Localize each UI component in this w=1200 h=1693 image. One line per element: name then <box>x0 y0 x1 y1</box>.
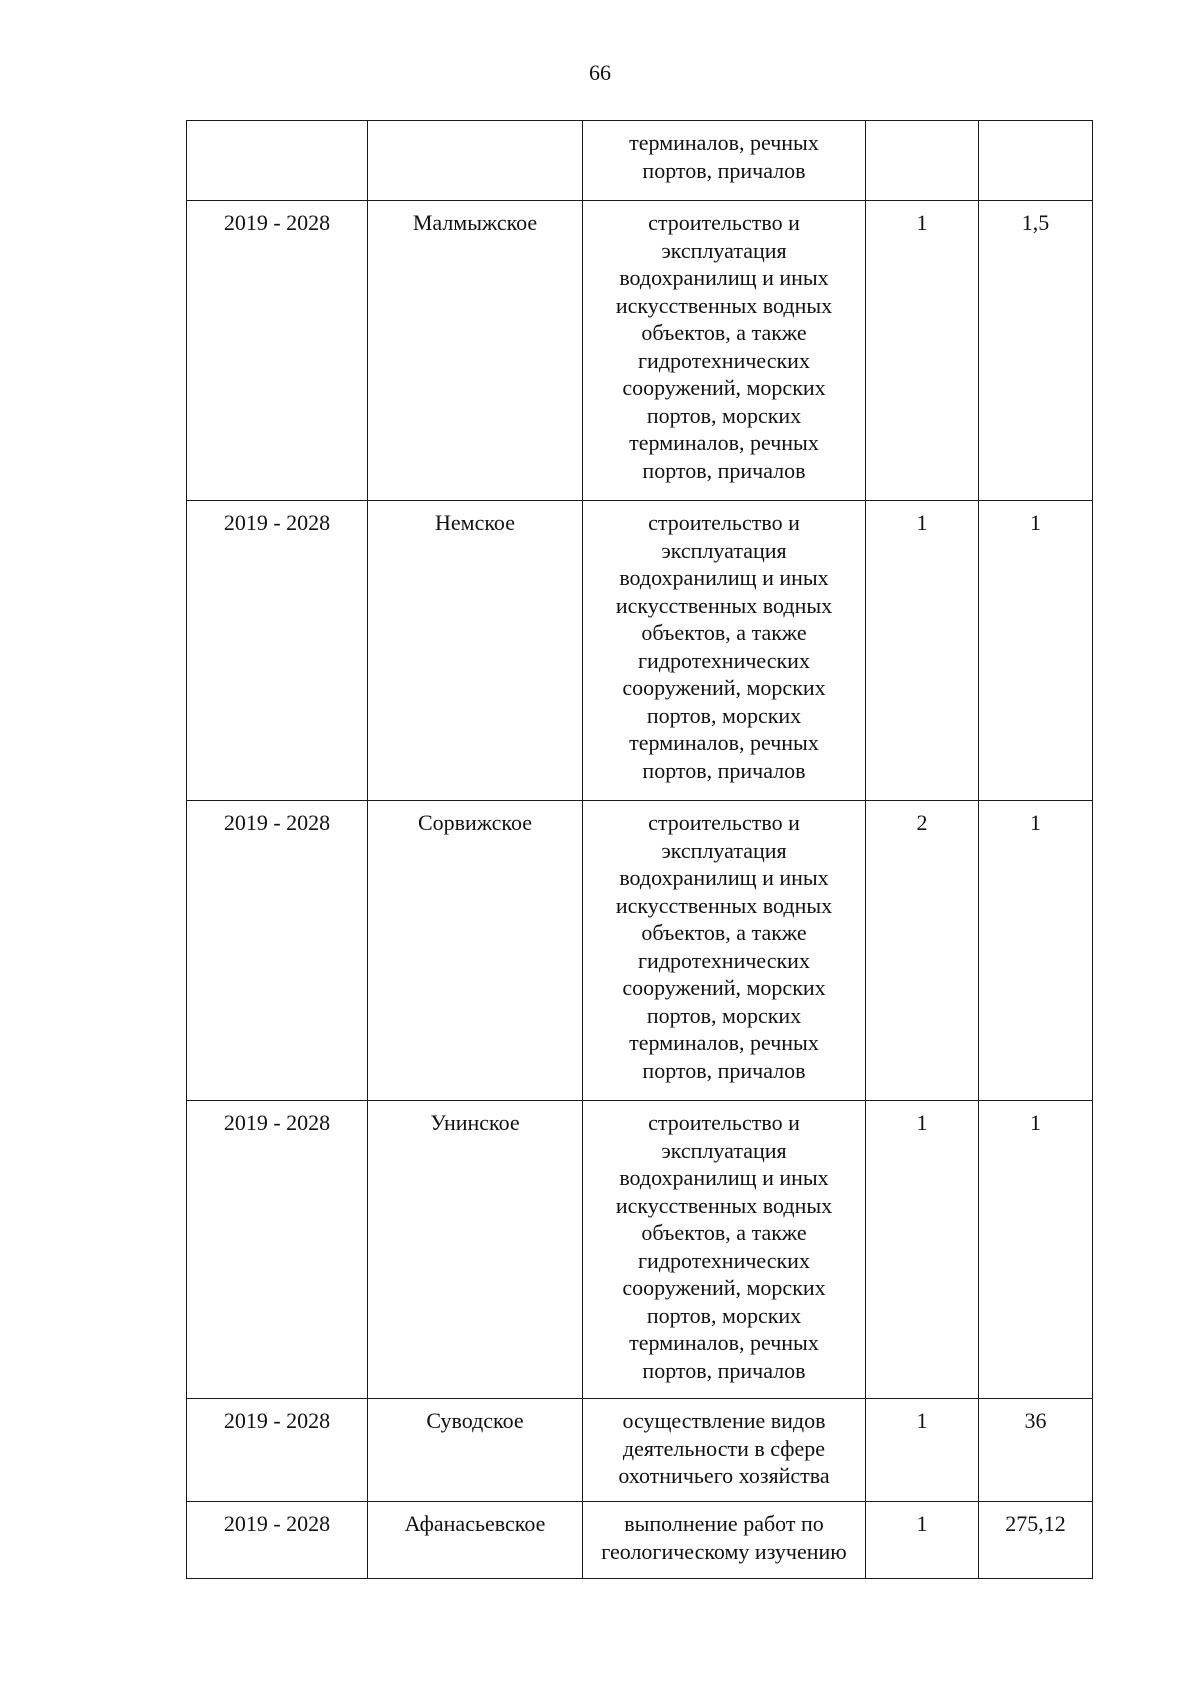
period-cell: 2019 - 2028 <box>187 201 368 501</box>
table-row <box>187 1101 1093 1399</box>
period-cell: 2019 - 2028 <box>187 1399 368 1502</box>
count-cell: 1 <box>866 501 979 801</box>
lease-table <box>186 120 1093 1579</box>
count-cell: 1 <box>866 1502 979 1579</box>
table-row <box>187 801 1093 1101</box>
activity-cell: строительство и эксплуатация водохранилищ и иных искусственных водных объектов, а также гидротехнических сооружений, морских портов, морских терминалов, речных портов, причалов <box>583 201 866 501</box>
name-cell: Унинское <box>368 1101 583 1399</box>
table-row <box>187 201 1093 501</box>
activity-cell: строительство и эксплуатация водохранилищ и иных искусственных водных объектов, а также гидротехнических сооружений, морских портов, морских терминалов, речных портов, причалов <box>583 1101 866 1399</box>
activity-cell: терминалов, речных портов, причалов <box>583 121 866 201</box>
table-row <box>187 501 1093 801</box>
period-cell: 2019 - 2028 <box>187 801 368 1101</box>
area-cell: 1 <box>979 501 1093 801</box>
period-cell <box>187 121 368 201</box>
area-cell: 36 <box>979 1399 1093 1502</box>
activity-cell: строительство и эксплуатация водохранилищ и иных искусственных водных объектов, а также гидротехнических сооружений, морских портов, морских терминалов, речных портов, причалов <box>583 801 866 1101</box>
table-row <box>187 121 1093 201</box>
area-cell: 1 <box>979 1101 1093 1399</box>
count-cell <box>866 121 979 201</box>
period-cell: 2019 - 2028 <box>187 501 368 801</box>
period-cell: 2019 - 2028 <box>187 1101 368 1399</box>
area-cell: 1,5 <box>979 201 1093 501</box>
count-cell: 1 <box>866 201 979 501</box>
count-cell: 1 <box>866 1101 979 1399</box>
count-cell: 2 <box>866 801 979 1101</box>
name-cell: Афанасьевское <box>368 1502 583 1579</box>
table-row <box>187 1502 1093 1579</box>
area-cell <box>979 121 1093 201</box>
area-cell: 275,12 <box>979 1502 1093 1579</box>
table-row <box>187 1399 1093 1502</box>
activity-cell: осуществление видов деятельности в сфере охотничьего хозяйства <box>583 1399 866 1502</box>
area-cell: 1 <box>979 801 1093 1101</box>
name-cell: Малмыжское <box>368 201 583 501</box>
name-cell: Суводское <box>368 1399 583 1502</box>
count-cell: 1 <box>866 1399 979 1502</box>
page-number: 66 <box>589 60 611 85</box>
activity-cell: строительство и эксплуатация водохранилищ и иных искусственных водных объектов, а также гидротехнических сооружений, морских портов, морских терминалов, речных портов, причалов <box>583 501 866 801</box>
activity-cell: выполнение работ по геологическому изучению <box>583 1502 866 1579</box>
name-cell: Немское <box>368 501 583 801</box>
name-cell: Сорвижское <box>368 801 583 1101</box>
name-cell <box>368 121 583 201</box>
period-cell: 2019 - 2028 <box>187 1502 368 1579</box>
